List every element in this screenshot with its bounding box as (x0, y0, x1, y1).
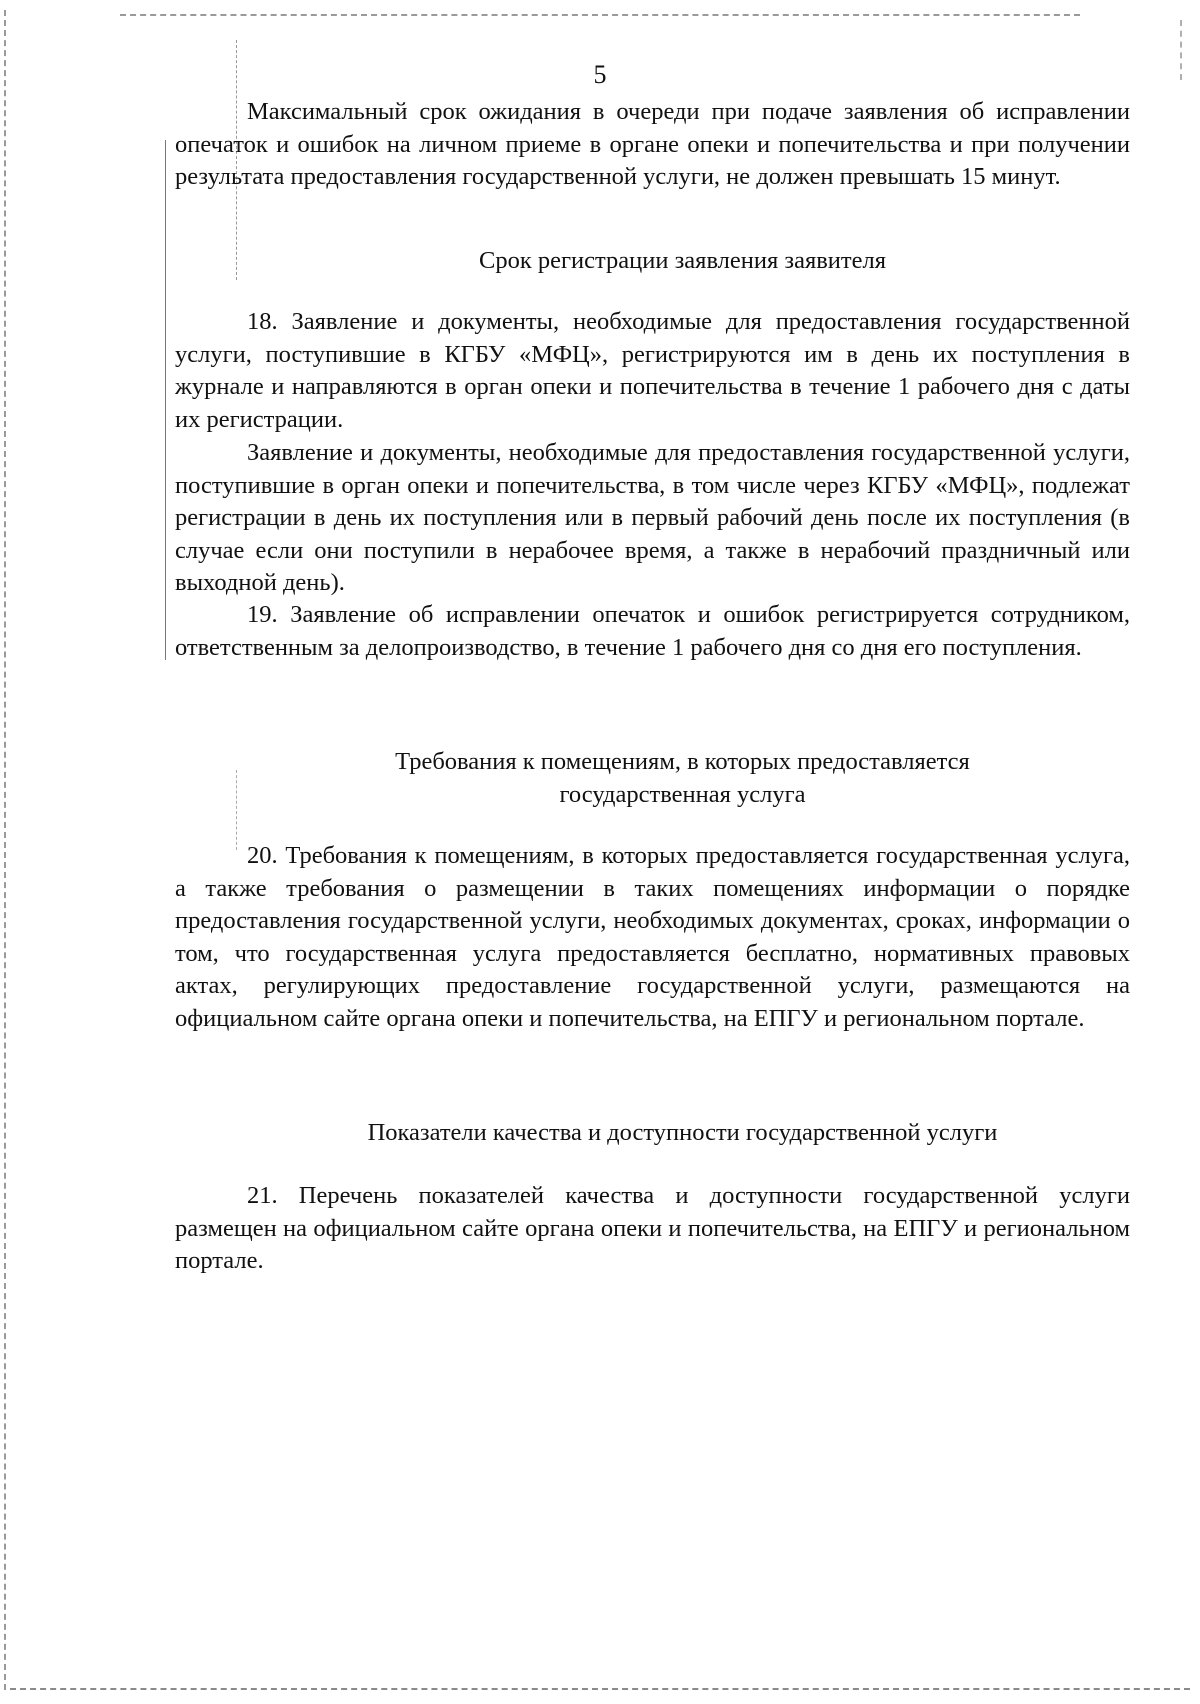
scan-edge-top (120, 14, 1080, 16)
paragraph-19: 19. Заявление об исправлении опечаток и ошибок регистрируется сотрудником, ответственным за делопроизводство, в течение 1 рабочего дня со дня его поступления. (175, 601, 1130, 661)
heading-premises-line2: государственная услуга (559, 781, 806, 808)
scan-edge-left (4, 10, 6, 1690)
scan-artifact-line (165, 140, 166, 660)
heading-quality-indicators: Показатели качества и доступности государственной услуги (367, 1119, 998, 1146)
paragraph-21: 21. Перечень показателей качества и доступности государственной услуги размещен на официальном сайте органа опеки и попечительства, на ЕПГУ и региональном портале. (175, 1182, 1130, 1275)
page-number: 5 (593, 60, 607, 89)
paragraph-20: 20. Требования к помещениям, в которых предоставляется государственная услуга, а также требования о размещении в таких помещениях информации о порядке предоставления государственной услуги, необходимых документах, сроках, информации о том, что государственная услуга предоставляется бесплатно, нормативных правовых актах, регулирующих предоставление государственной услуги, размещаются на официальном сайте органа опеки и попечительства, на ЕПГУ и региональном портале. (175, 842, 1130, 1032)
scan-edge-bottom (10, 1688, 1190, 1690)
paragraph-18: 18. Заявление и документы, необходимые для предоставления государственной услуги, поступившие в КГБУ «МФЦ», регистрируются им в день их поступления в журнале и направляются в орган опеки и попечительства в течение 1 рабочего дня с даты их регистрации. (175, 308, 1130, 433)
paragraph-18-registration: Заявление и документы, необходимые для предоставления государственной услуги, поступившие в орган опеки и попечительства, в том числе через КГБУ «МФЦ», подлежат регистрации в день их поступления или в первый рабочий день после их поступления (в случае если они поступили в нерабочее время, а также в нерабочий праздничный или выходной день). (175, 439, 1130, 597)
paragraph-wait-time: Максимальный срок ожидания в очереди при подаче заявления об исправлении опечаток и ошибок на личном приеме в органе опеки и попечительства и при получении результата предоставления государственной услуги, не должен превышать 15 минут. (175, 98, 1130, 191)
heading-premises-line1: Требования к помещениям, в которых предоставляется (395, 748, 970, 775)
heading-registration-term: Срок регистрации заявления заявителя (479, 247, 886, 274)
